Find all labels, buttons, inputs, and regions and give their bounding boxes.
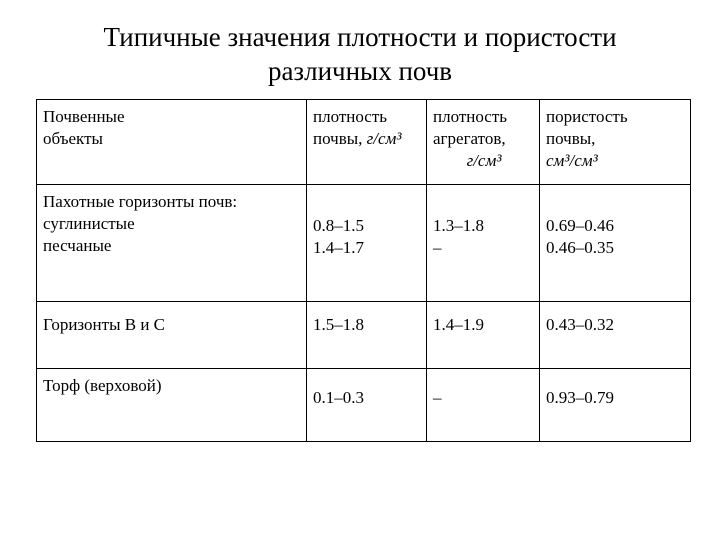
table-row xyxy=(37,302,691,369)
header-soil-objects: Почвенные объекты xyxy=(37,100,307,185)
table-header-row xyxy=(37,100,691,185)
cell-porosity: 0.43–0.32 xyxy=(540,302,691,369)
title-line-1: Типичные значения плотности и пористости xyxy=(103,22,617,52)
cell-object: Горизонты В и С xyxy=(37,302,307,369)
cell-aggregate-density: 1.3–1.8 – xyxy=(427,185,540,302)
header-soil-density: плотность почвы, г/см³ xyxy=(307,100,427,185)
page-title xyxy=(0,20,720,88)
cell-object: Пахотные горизонты почв: суглинистые песчаные xyxy=(37,185,307,302)
cell-aggregate-density: 1.4–1.9 xyxy=(427,302,540,369)
cell-aggregate-density: – xyxy=(427,369,540,442)
table-row xyxy=(37,185,691,302)
table-row xyxy=(37,369,691,442)
cell-porosity: 0.93–0.79 xyxy=(540,369,691,442)
title-line-2: различных почв xyxy=(267,56,453,86)
cell-soil-density: 0.8–1.5 1.4–1.7 xyxy=(307,185,427,302)
header-aggregate-density: плотность агрегатов, г/см³ xyxy=(427,100,540,185)
cell-soil-density: 0.1–0.3 xyxy=(307,369,427,442)
cell-object: Торф (верховой) xyxy=(37,369,307,442)
soil-properties-table xyxy=(36,99,691,442)
cell-soil-density: 1.5–1.8 xyxy=(307,302,427,369)
cell-porosity: 0.69–0.46 0.46–0.35 xyxy=(540,185,691,302)
header-porosity: пористость почвы, см³/см³ xyxy=(540,100,691,185)
